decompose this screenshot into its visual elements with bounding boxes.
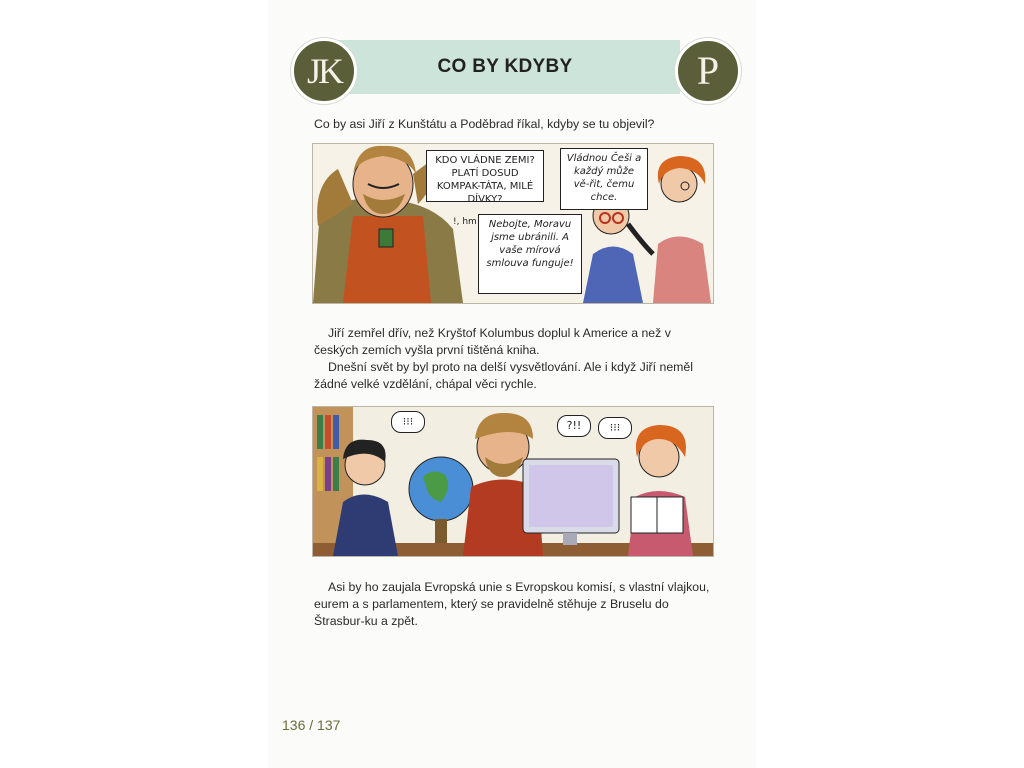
body-paragraph-2: Dnešní svět by byl proto na delší vysvětlování. Ale i když Jiří neměl žádné velké vzdělání, chápal věci rychle. bbox=[314, 360, 693, 391]
comic-illustration-2 bbox=[313, 407, 713, 556]
thought-bubble-left: ⁝⁝⁝ bbox=[391, 411, 425, 433]
speech-bubble-king-2: ?!! bbox=[557, 415, 591, 437]
exclamation-text: !, hm! bbox=[453, 217, 481, 227]
page-number: 136 / 137 bbox=[282, 717, 341, 733]
chapter-title: CO BY KDYBY bbox=[437, 56, 573, 77]
speech-bubble-girl-right: Vládnou Češi a každý může vě-řit, čemu chce. bbox=[560, 148, 648, 210]
thought-bubble-right: ⁝⁝⁝ bbox=[598, 417, 632, 439]
author-badge-right: P bbox=[675, 38, 741, 104]
author-badge-left: JK bbox=[291, 38, 357, 104]
intro-text: Co by asi Jiří z Kunštátu a Poděbrad říkal, kdyby se tu objevil? bbox=[314, 117, 655, 131]
speech-bubble-king: KDO VLÁDNE ZEMI? PLATÍ DOSUD KOMPAK-TÁTA, MILÉ DÍVKY? bbox=[426, 150, 544, 202]
comic-panel-1 bbox=[312, 143, 714, 304]
comic-panel-2 bbox=[312, 406, 714, 557]
body-paragraph-1: Jiří zemřel dřív, než Kryštof Kolumbus doplul k Americe a než v českých zemích vyšla první tištěná kniha. bbox=[314, 326, 671, 357]
speech-bubble-girl-left: Nebojte, Moravu jsme ubránili. A vaše mírová smlouva funguje! bbox=[478, 214, 582, 294]
closing-paragraph: Asi by ho zaujala Evropská unie s Evropskou komisí, s vlastní vlajkou, eurem a s parlamentem, který se pravidelně stěhuje z Bruselu do Štrasbur-ku a zpět. bbox=[314, 580, 710, 628]
